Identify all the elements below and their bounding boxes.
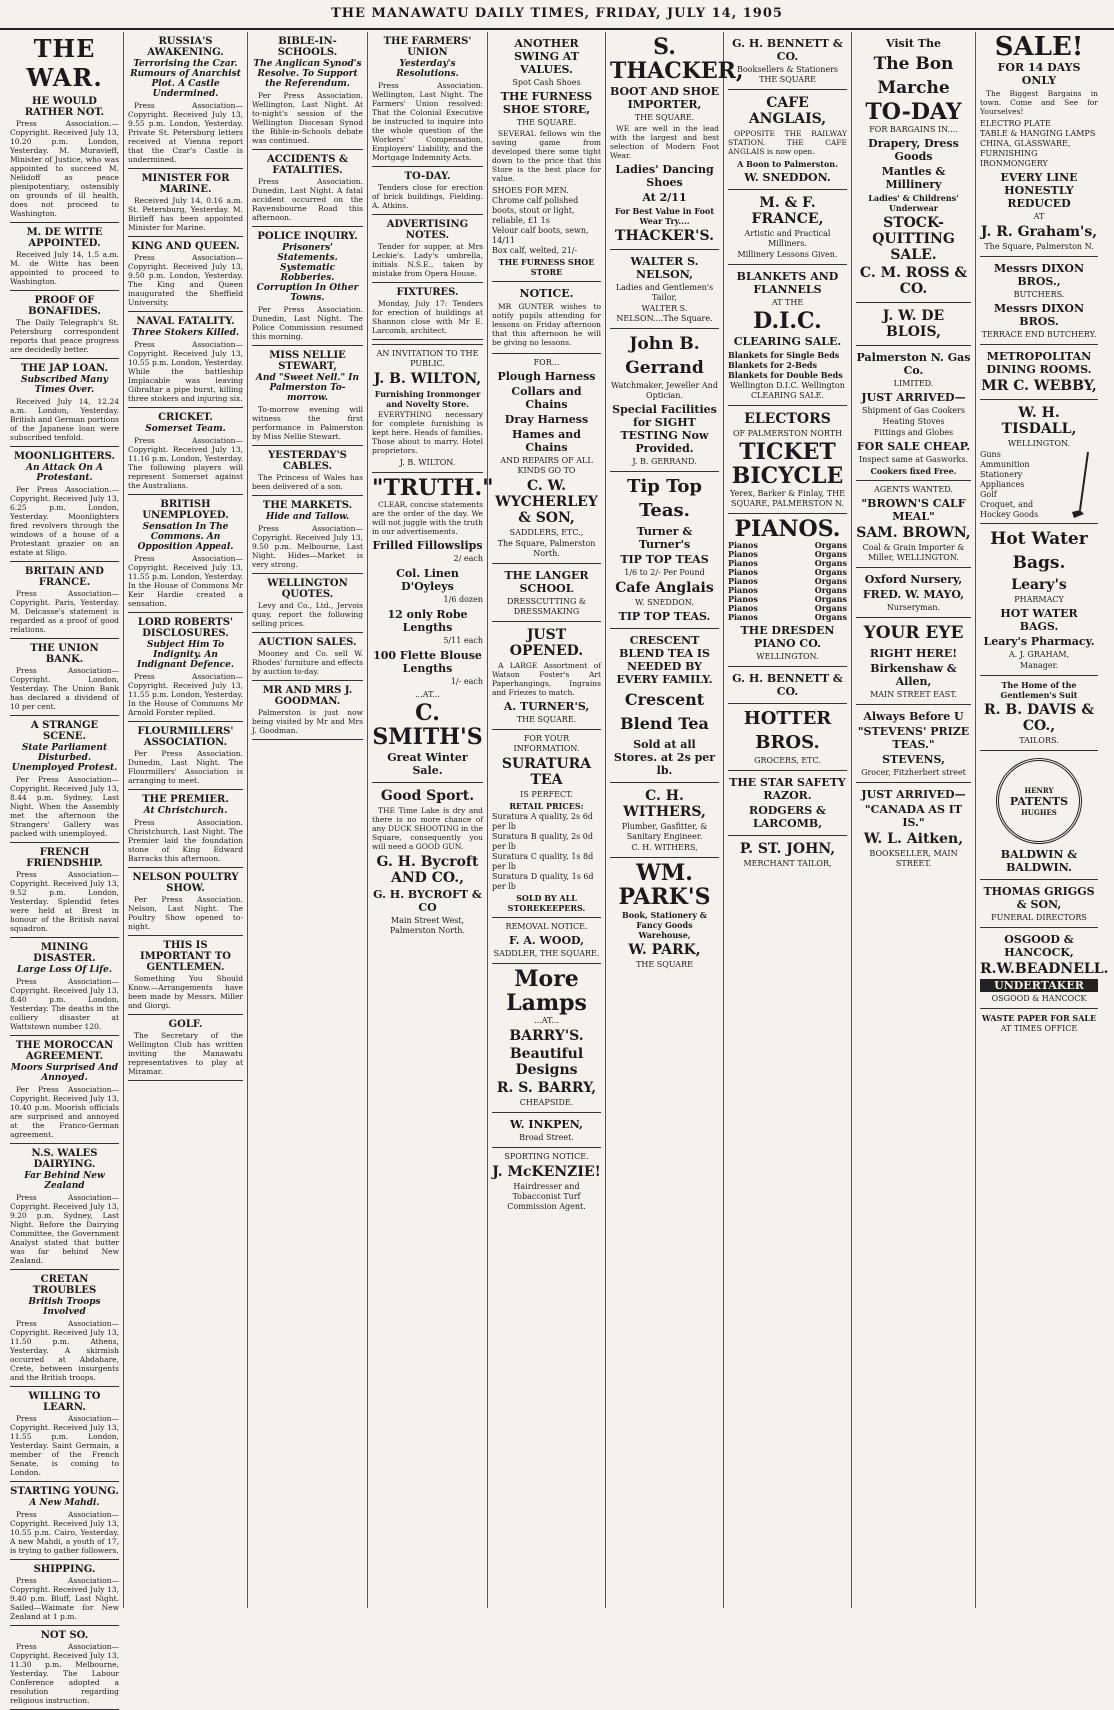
column-farmers [368, 32, 494, 1608]
razor-ad: THE STAR SAFETY RAZOR. RODGERS & LARCOMB, [728, 770, 847, 835]
divider [10, 1625, 119, 1626]
article [128, 617, 243, 722]
electors-ad: ELECTORS OF PALMERSTON NORTH TICKET BICYCLE Yerex, Barker & Finlay, THE SQUARE, PALMERSTON N. [728, 405, 847, 513]
article-heading: MINING DISASTER. [33, 942, 96, 964]
nelson-ad: WALTER S. NELSON, Ladies and Gentlemen's Tailor, WALTER S. NELSON....The Square. [610, 249, 719, 328]
piano-label: Pianos [728, 603, 758, 613]
article [372, 287, 483, 340]
sale-item [372, 608, 483, 646]
article [10, 1564, 119, 1626]
article [10, 643, 119, 716]
organ-label: Organs [814, 603, 847, 613]
article-body: Per Press Association.—Copyright. Received July 13, 6.25 p.m. London, Yesterday. Moonlighters fired revolvers through the windows of a house of a Protestant grazier on an estate at Sligo. [10, 485, 119, 557]
article-body: The Princess of Wales has been delivered of a son. [252, 473, 363, 491]
organ-label: Organs [814, 585, 847, 595]
gas-co-ad: Palmerston N. Gas Co. LIMITED. JUST ARRIVED— Shipment of Gas Cookers Heating Stoves Fittings and Globes FOR SALE CHEAP. Inspect same at Gasworks. Cookers fixed Free. [856, 345, 971, 480]
article-subheading: At Christchurch. [143, 806, 228, 816]
article-heading: BIBLE-IN-SCHOOLS. [277, 36, 338, 58]
divider [128, 1014, 243, 1015]
article-body: Press Association—Copyright. Received July 13, 8.40 p.m. London, Yesterday. The deaths in the colliery disaster at Wattstown number 120. [10, 977, 119, 1031]
article-body: Tender for supper, at Mrs Leckie's. Lady's umbrella, initials N.S.E., taken by mistake from Opera House. [372, 242, 483, 278]
sale-item [372, 539, 483, 564]
divider [252, 573, 363, 574]
article-body: Press Association—Copyright. Received July 13, 9.50 p.m. London, Yesterday. The King and Queen inaugurated the Sheffield University. [128, 253, 243, 307]
organ-label: Organs [814, 540, 847, 550]
columns [6, 32, 1109, 1705]
article-heading: BRITAIN AND FRANCE. [25, 566, 104, 588]
article-body: Received July 14, 12.24 a.m. London, Yesterday. British and German portions of the Japanese loan were subscribed tenfold. [10, 397, 119, 442]
article [10, 720, 119, 843]
divider [128, 494, 243, 495]
article-heading: ACCIDENTS & FATALITIES. [267, 154, 348, 176]
article-subheading: Three Stokers Killed. [131, 328, 240, 338]
article-body: Press Association—Copyright. London, Yesterday. The Union Bank has declared a dividend of 10 per cent. [10, 666, 119, 711]
inkpen-ad: W. INKPEN, Broad Street. [492, 1112, 601, 1147]
dixon-ad: Messrs DIXON BROS., BUTCHERS. Messrs DIXON BROS. TERRACE END BUTCHERY. [980, 256, 1098, 344]
pianos-ad: PIANOS. Pianos Organs Pianos Organs Pianos Organs Pianos Organs Pianos Organs Pianos Organs Pianos Organs Pianos Organs Pianos Organs THE DRESDEN PIANO CO. WELLINGTON. [728, 513, 847, 666]
article-body: Press Association—Copyright. Received July 13, 11.55 p.m. London, Yesterday. Saint Germain, a member of the French Senate, is coming to London. [10, 1414, 119, 1477]
bycroft-ad: Good Sport. THE Time Lake is dry and there is no more chance of any DUCK SHOOTING in the Square, consequently you will need a GOOD GUN. G. H. Bycroft AND CO., G. H. BYCROFT & CO Main Street West, Palmerston North. [372, 782, 483, 940]
column-ads-3 [724, 32, 852, 1608]
article-heading: STARTING YOUNG. [10, 1486, 119, 1497]
divider [128, 935, 243, 936]
article-heading: WELLINGTON QUOTES. [267, 578, 348, 600]
article [128, 1019, 243, 1081]
divider [10, 1035, 119, 1036]
beadnell-ad: OSGOOD & HANCOCK, R.W.BEADNELL. UNDERTAKER OSGOOD & HANCOCK [980, 927, 1098, 1008]
gunter-notice: NOTICE. MR GUNTER wishes to notify pupils attending for lessons on Friday afternoon that this afternoon he will be giving no lessons. [492, 281, 601, 353]
article [10, 1630, 119, 1710]
article-subheading: Subject Him To Indignity. An Indignant Defence. [137, 640, 234, 670]
article-subheading: British Troops Involved [28, 1297, 101, 1317]
deblois-ad: J. W. DE BLOIS, [856, 302, 971, 345]
article-heading: AUCTION SALES. [258, 637, 357, 648]
article-body: Monday, July 17: Tenders for erection of buildings at Shannon close with Mr E. Larcomb, architect. [372, 299, 483, 335]
article-subheading: Moors Surprised And Annoyed. [10, 1063, 119, 1083]
divider [128, 867, 243, 868]
leary-ad: Hot Water Bags. Leary's PHARMACY HOT WATER BAGS. Leary's Pharmacy. A. J. GRAHAM, Manager. [980, 523, 1098, 675]
bennett-ad: G. H. BENNETT & CO. Booksellers & Stationers THE SQUARE [732, 37, 843, 84]
blanket-list: Blankets for Single Beds Blankets for 2-Beds Blankets for Double Beds [728, 350, 843, 380]
divider [252, 445, 363, 446]
article [128, 499, 243, 613]
article-body: Press Association—Copyright. Received July 13, 11.30 p.m. Melbourne, Yesterday. The Labour Conference adopted a resolution regarding religious instruction. [10, 1642, 119, 1705]
article [10, 942, 119, 1036]
sale-item-name: 100 Flette Blouse Lengths [373, 649, 482, 675]
piano-label: Pianos [728, 549, 758, 559]
article-body: Palmerston is just now being visited by Mr and Mrs J. Goodman. [252, 708, 363, 735]
piano-label: Pianos [728, 594, 758, 604]
article-subheading: Yesterday's Resolutions. [396, 59, 459, 79]
wood-ad: REMOVAL NOTICE. F. A. WOOD, SADDLER, THE SQUARE. [492, 917, 601, 963]
divider [10, 1481, 119, 1482]
article [128, 726, 243, 790]
piano-label: Pianos [728, 585, 758, 595]
hotter-ad: HOTTER BROS. GROCERS, ETC. [728, 703, 847, 770]
article-heading: ADVERTISING NOTES. [386, 219, 469, 241]
divider [252, 739, 363, 740]
divider [10, 1143, 119, 1144]
divider [372, 339, 483, 340]
wycherley-ad: FOR... Plough Harness Collars and Chains Dray Harness Hames and Chains AND REPAIRS OF ALL KINDS GO TO C. W. WYCHERLEY & SON, SADDLERS, ETC., The Square, Palmerston North. [492, 353, 601, 563]
article [10, 1274, 119, 1387]
war-headline: THE WAR. [26, 34, 103, 92]
divider [128, 721, 243, 722]
france-ad: M. & F. FRANCE, Artistic and Practical Milliners. Millinery Lessons Given. [728, 189, 847, 264]
piano-label: Pianos [728, 540, 758, 550]
sale-item-price: 1/- each [450, 677, 483, 686]
article-subheading: Hide and Tallow. [265, 512, 350, 522]
suratura-ad: FOR YOUR INFORMATION. SURATURA TEA IS PERFECT. RETAIL PRICES: Suratura A quality, 2s 6d per lb Suratura B quality, 2s 0d per lb Suratura C quality, 1s 8d per lb Suratura D quality, 1s 6d per lb SOLD BY ALL STOREKEEPERS. [492, 729, 601, 917]
article-body: Mooney and Co. sell W. Rhodes' furniture and effects by auction to-day. [252, 649, 363, 676]
article-body: Received July 14, 1.5 a.m. M. de Witte has been appointed to proceed to Washington. [10, 250, 119, 286]
article [10, 566, 119, 639]
article [128, 794, 243, 868]
divider [252, 149, 363, 150]
article-heading: MISS NELLIE STEWART, [269, 350, 346, 372]
divider [10, 290, 119, 291]
article-body: Press Association. Wellington, Last Night. The Farmers' Union resolved: That the Colonial Executive be instructed to inquire into the whole question of the Workers' Compensation, Employers' Liability, and the Mortgage Indemnity Acts. [372, 81, 483, 162]
article-body: Per Press Association. Wellington, Last Night. At to-night's session of the Wellington Diocesan Synod the Bible-in-Schools debate was continued. [252, 91, 363, 145]
column-ads-1 [488, 32, 606, 1608]
article-body: Press Association—Copyright. Received July 13, 11.50 p.m. Athens, Yesterday. A skirmish occurred at Abdahare, Crete, between insurgents and the British troops. [10, 1319, 119, 1382]
divider [128, 1080, 243, 1081]
article-heading: WILLING TO LEARN. [28, 1391, 101, 1413]
article-body: Press Association—Copyright. Received July 13, 9.52 p.m. London, Yesterday. Splendid fetes were held at Brest in honour of the British naval squadron. [10, 870, 119, 933]
article-body: Press Association—Copyright. Received July 13, 10.55 p.m. Cairo, Yesterday. A new Mahdi, a youth of 17, is trying to gather followers. [10, 1510, 119, 1555]
griggs-ad: THOMAS GRIGGS & SON, FUNERAL DIRECTORS [980, 879, 1098, 927]
article-body: Press Association—Copyright. Received July 13, 10.55 p.m. London, Yesterday. While the battleship Implacable was leaving Gibraltar a pipe burst, killing three stokers and injuring six. [128, 340, 243, 403]
article-heading: KING AND QUEEN. [131, 241, 240, 252]
divider [10, 715, 119, 716]
divider [10, 222, 119, 223]
divider [10, 842, 119, 843]
tisdall-ad: W. H. TISDALL, WELLINGTON. Guns Ammunition Stationery Appliances Golf Croquet, and Hockey Goods [980, 399, 1098, 523]
sale-item [372, 567, 483, 605]
davis-ad: The Home of the Gentlemen's Suit R. B. DAVIS & CO., TAILORS. [980, 675, 1098, 750]
article-heading: THE JAP LOAN. [21, 363, 108, 374]
golf-club-icon [1068, 450, 1098, 520]
article-body: Press Association—Copyright. Received July 13, 11.16 p.m. London, Yesterday. The following players will represent Somerset against the Australians. [128, 436, 243, 490]
article [128, 412, 243, 495]
article-heading: POLICE INQUIRY. [257, 231, 358, 242]
waste-paper-ad: WASTE PAPER FOR SALE AT TIMES OFFICE [980, 1008, 1098, 1038]
article [128, 872, 243, 936]
article-body: Per Press Association. Dunedin, Last Night. The Flourmillers' Association is arranging to meet. [128, 749, 243, 785]
masthead: THE MANAWATU DAILY TIMES, FRIDAY, JULY 14, 1905 [0, 6, 1114, 30]
article-body: Per Press Association. Dunedin, Last Night. The Police Commission resumed this morning. [252, 305, 363, 341]
divider [10, 937, 119, 938]
article-heading: THE PREMIER. [142, 794, 229, 805]
article-heading: NELSON POULTRY SHOW. [132, 872, 239, 894]
dic-ad: BLANKETS AND FLANNELS AT THE D.I.C. CLEARING SALE. Blankets for Single Beds Blankets for 2-Beds Blankets for Double Beds Wellington D.I.C. Wellington CLEARING SALE. [728, 264, 847, 405]
stevens-ad: Always Before U "STEVENS' PRIZE TEAS." STEVENS, Grocer, Fitzherbert street [856, 704, 971, 782]
divider [252, 495, 363, 496]
piano-label: Pianos [728, 567, 758, 577]
gerrand-ad: John B. Gerrand Watchmaker, Jeweller And Optician. Special Facilities for SIGHT TESTING Now Provided. J. B. GERRAND. [610, 328, 719, 471]
article [252, 685, 363, 740]
shoe-list: SHOES FOR MEN. Chrome calf polished boots, stout or light, reliable, £1 1s Velour calf boots, sewn, 14/11 Box calf, welted, 21/- [492, 186, 589, 255]
organ-label: Organs [814, 558, 847, 568]
barry-ad: More Lamps ...AT... BARRY'S. Beautiful Designs R. S. BARRY, CHEAPSIDE. [492, 963, 601, 1112]
piano-label: Pianos [728, 576, 758, 586]
article-subheading: Far Behind New Zealand [24, 1171, 105, 1191]
article [10, 847, 119, 938]
divider [252, 226, 363, 227]
article [128, 173, 243, 237]
article-heading: CRICKET. [158, 412, 213, 423]
divider [10, 561, 119, 562]
article-body: Tenders close for erection of brick buildings, Fielding. A. Atkins. [372, 183, 483, 210]
article [128, 940, 243, 1015]
webby-ad: METROPOLITAN DINING ROOMS. MR C. WEBBY, [980, 344, 1098, 399]
sale-items [372, 539, 483, 687]
article-heading: MOONLIGHTERS. [13, 451, 116, 462]
article-subheading: Somerset Team. [145, 424, 226, 434]
piano-label: Pianos [728, 558, 758, 568]
article-subheading: Terrorising the Czar. Rumours of Anarchist Plot. A Castle Undermined. [130, 59, 241, 99]
graham-sale-ad: SALE! FOR 14 DAYS ONLY The Biggest Bargains in town. Come and See for Yourselves! ELECTRO PLATE TABLE & HANGING LAMPS CHINA, GLASSWARE, FURNISHING IRONMONGERY EVERY LINE HONESTLY REDUCED AT J. R. Graham's, The Square, Palmerston N. [980, 32, 1098, 251]
sale-item-price: 5/11 each [443, 636, 483, 645]
article-heading: NAVAL FATALITY. [136, 316, 235, 327]
article-heading: THE UNION BANK. [30, 643, 99, 665]
article-heading: NOT SO. [40, 1630, 89, 1641]
column-cables [124, 32, 248, 1608]
article-body: Press Association—Copyright. Received July 13, 9.55 p.m. London, Yesterday. Private St. Petersburg letters received at Vienna report that the Czar's Castle is undermined. [128, 101, 243, 164]
article [10, 295, 119, 359]
article-body: Press Association.—Copyright. Received July 13, 10.20 p.m. London, Yesterday. M. Muravieff, Minister of Justice, who was appointed to succeed M. Nelidoff as peace plenipotentiary, ostensibly on grounds of ill health, does not proceed to Washington. [10, 119, 119, 218]
article-body: Something You Should Know.—Arrangements have been made by Messrs. Miller and Giorgi. [128, 974, 243, 1010]
article-subheading: State Parliament Disturbed. Unemployed Protest. [11, 743, 118, 773]
bennett2-ad: G. H. BENNETT & CO. [728, 666, 847, 703]
sale-item [372, 649, 483, 687]
article-heading: THE FARMERS' UNION [383, 36, 472, 58]
divider [128, 311, 243, 312]
article [128, 36, 243, 169]
piano-row [728, 613, 847, 622]
divider [128, 236, 243, 237]
article [252, 500, 363, 574]
sale-list: ELECTRO PLATE TABLE & HANGING LAMPS CHINA, GLASSWARE, FURNISHING IRONMONGERY [980, 119, 1096, 168]
divider [10, 446, 119, 447]
organ-label: Organs [814, 612, 847, 622]
article-body: Levy and Co., Ltd., Jervois quay, report the following selling prices. [252, 601, 363, 628]
article [10, 1040, 119, 1144]
article-heading: GOLF. [168, 1019, 203, 1030]
article [252, 231, 363, 346]
article-heading: M. DE WITTE APPOINTED. [26, 227, 103, 249]
article-heading: BRITISH UNEMPLOYED. [142, 499, 229, 521]
organ-label: Organs [814, 594, 847, 604]
article [10, 1391, 119, 1482]
article-heading: SHIPPING. [33, 1564, 96, 1575]
article-subheading: The Anglican Synod's Resolve. To Support the Referendum. [253, 59, 362, 89]
article [372, 219, 483, 283]
article [252, 154, 363, 227]
article-heading: N.S. WALES DAIRYING. [31, 1148, 98, 1170]
organ-label: Organs [814, 567, 847, 577]
article-heading: A STRANGE SCENE. [30, 720, 99, 742]
stjohn-ad: P. ST. JOHN, MERCHANT TAILOR, [728, 835, 847, 873]
langer-ad: THE LANGER SCHOOL DRESSCUTTING & DRESSMAKING [492, 563, 601, 621]
mckenzie-ad: SPORTING NOTICE. J. McKENZIE! Hairdresser and Tobacconist Turf Commission Agent. [492, 1147, 601, 1216]
withers-ad: C. H. WITHERS, Plumber, Gasfitter, & Sanitary Engineer. C. H. WITHERS, [610, 782, 719, 857]
sale-item-price: 1/6 dozen [443, 595, 483, 604]
article-body: Press Association—Copyright. Received July 13, 9.50 p.m. Melbourne, Last Night. Hides—Market is very strong. [252, 524, 363, 569]
article-body: The Secretary of the Wellington Club has written inviting the Manawatu representatives to play at Miramar. [128, 1031, 243, 1076]
article [128, 316, 243, 408]
article-subheading: An Attack On A Protestant. [26, 463, 103, 483]
article-body: Per Press Association—Copyright. Received July 13, 10.40 p.m. Moorish officials are surprised and annoyed at the Franco-German agreement. [10, 1085, 119, 1139]
calf-meal-ad: AGENTS WANTED. "BROWN'S CALF MEAL" SAM. BROWN, Coal & Grain Importer & Miller, WELLINGTON. [856, 480, 971, 567]
article-heading: PROOF OF BONAFIDES. [28, 295, 101, 317]
article-body: Press Association—Copyright. Received July 13, 9.20 p.m. Sydney, Last Night. Before the Dairying Committee, the Government Analyst stated that butter was far behind New Zealand. [10, 1193, 119, 1265]
article-heading: MR AND MRS J. GOODMAN. [262, 685, 353, 707]
article-heading: THE MOROCCAN AGREEMENT. [15, 1040, 114, 1062]
truth-ad: "TRUTH." CLEAR, concise statements are the order of the day. We will not juggle with the truth in our advertisements. Frilled Fillowslips 2/ each Col. Linen D'Oyleys 1/6 dozen 12 only Robe Lengths 5/11 each 100 Flette Blouse Lengths 1/- each ...AT... C. SMITH'S Great Winter Sale. [372, 472, 483, 782]
column-ads-5 [976, 32, 1109, 1608]
article-body: Received July 14, 0.16 a.m. St. Petersburg, Yesterday. M. Birileff has been appointed Minister for Marine. [128, 196, 243, 232]
article-heading: MINISTER FOR MARINE. [141, 173, 230, 195]
thacker-ad: S. THACKER, BOOT AND SHOE IMPORTER, THE SQUARE. WE are well in the lead with the largest and best selection of Modern Foot Wear. Ladies' Dancing Shoes At 2/11 For Best Value in Foot Wear Try.... THACKER'S. [610, 34, 744, 244]
article-subheading: And "Sweet Nell." In Palmerston To-morrow. [255, 373, 360, 403]
article [252, 450, 363, 496]
pianos-grid [728, 541, 847, 622]
farmers-sections [372, 36, 483, 340]
article-heading: LORD ROBERTS' DISCLOSURES. [137, 617, 234, 639]
divider [372, 214, 483, 215]
article-heading: FRENCH FRIENDSHIP. [26, 847, 103, 869]
divider [10, 638, 119, 639]
divider [10, 358, 119, 359]
article [252, 36, 363, 150]
column-ads-4 [852, 32, 976, 1608]
divider [128, 612, 243, 613]
bon-marche-ad: Visit The The Bon Marche TO-DAY FOR BARGAINS IN.... Drapery, Dress Goods Mantles & Millinery Ladies' & Childrens' Underwear STOCK-QUITTING SALE. C. M. ROSS & CO. [859, 37, 968, 297]
divider [128, 407, 243, 408]
sale-item-name: 12 only Robe Lengths [387, 608, 468, 634]
divider [252, 632, 363, 633]
article-heading: THE MARKETS. [262, 500, 353, 511]
article-heading: FLOURMILLERS' ASSOCIATION. [137, 726, 234, 748]
article-body: Per Press Association. Nelson, Last Night. The Poultry Show opened to-night. [128, 895, 243, 931]
article-heading: THIS IS IMPORTANT TO GENTLEMEN. [140, 940, 231, 973]
turner-ad: JUST OPENED. A LARGE Assortment of Watson Foster's Art Paperhangings, Ingrains and Friezes to match. A. TURNER'S, THE SQUARE. [492, 621, 601, 729]
patents-ad: HENRY PATENTS HUGHES BALDWIN & BALDWIN. [980, 750, 1098, 879]
divider [10, 1559, 119, 1560]
war-sections [10, 96, 119, 1710]
article [128, 241, 243, 312]
article-heading: YESTERDAY'S CABLES. [268, 450, 347, 472]
crescent-ad: CRESCENT BLEND TEA IS NEEDED BY EVERY FAMILY. Crescent Blend Tea Sold at all Stores. at 2s per lb. [610, 628, 719, 782]
article [252, 578, 363, 633]
column-news [248, 32, 368, 1608]
suratura-prices: Suratura A quality, 2s 6d per lb Suratura B quality, 2s 0d per lb Suratura C quality, 1s 8d per lb Suratura D quality, 1s 6d per lb [492, 812, 594, 891]
article-subheading: Subscribed Many Times Over. [20, 375, 109, 395]
divider [372, 282, 483, 283]
article-body: To-morrow evening will witness the first performance in Palmerston by Miss Nellie Stewart. [252, 405, 363, 441]
cable-sections [128, 36, 243, 1081]
article-heading: CRETAN TROUBLES [32, 1274, 97, 1296]
article-body: The Daily Telegraph's St. Petersburg correspondent reports that peace progress are decidedly better. [10, 318, 119, 354]
article [10, 363, 119, 447]
piano-label: Pianos [728, 612, 758, 622]
divider [252, 680, 363, 681]
article-subheading: Prisoners' Statements. Systematic Robberies. Corruption In Other Towns. [256, 243, 359, 303]
patents-seal: HENRY PATENTS HUGHES [996, 758, 1082, 844]
organ-label: Organs [814, 576, 847, 586]
divider [128, 168, 243, 169]
article-heading: HE WOULD RATHER NOT. [24, 96, 105, 118]
article-subheading: Large Loss Of Life. [17, 965, 112, 975]
divider [10, 1386, 119, 1387]
article [372, 36, 483, 167]
birkenshaw-ad: YOUR EYE RIGHT HERE! Birkenshaw & Allen, MAIN STREET EAST. [856, 617, 971, 704]
organ-label: Organs [814, 549, 847, 559]
wilton-ad: AN INVITATION TO THE PUBLIC. J. B. WILTON, Furnishing Ironmonger and Novelty Store. EVERYTHING necessary for complete furnishing is kept here. Heads of families. Those about to marry. Hotel proprietors. J. B. WILTON. [372, 344, 483, 472]
article-heading: RUSSIA'S AWAKENING. [147, 36, 224, 58]
article [10, 1486, 119, 1560]
article [10, 96, 119, 223]
article [10, 451, 119, 562]
article [372, 171, 483, 215]
divider [252, 345, 363, 346]
article-heading: TO-DAY. [404, 171, 451, 182]
article [252, 637, 363, 681]
column-war [6, 32, 124, 1705]
park-ad: WM. PARK'S Book, Stationery & Fancy Goods Warehouse, W. PARK, THE SQUARE [610, 857, 719, 974]
article-body: Press Association—Copyright. Received July 13, 11.55 p.m. London, Yesterday. In the House of Commons Mr Keir Hardie created a sensation. [128, 554, 243, 608]
article-subheading: Sensation In The Commons. An Opposition Appeal. [137, 522, 234, 552]
tiptop-ad: Tip Top Teas. Turner & Turner's TIP TOP TEAS 1/6 to 2/- Per Pound Cafe Anglais W. SNEDDON. TIP TOP TEAS. [610, 471, 719, 628]
guns-list: Guns Ammunition Stationery Appliances Golf Croquet, and Hockey Goods [980, 450, 1039, 519]
article [10, 227, 119, 291]
article-body: Per Press Association—Copyright. Received July 13, 8.44 p.m. Sydney, Last Night. When the Assembly met the afternoon the Strangers' Gallery was packed with unemployed. [10, 775, 119, 838]
divider [10, 1269, 119, 1270]
news-sections [252, 36, 363, 740]
article-heading: FIXTURES. [396, 287, 459, 298]
aitken-ad: JUST ARRIVED— "CANADA AS IT IS." W. L. Aitken, BOOKSELLER, MAIN STREET. [856, 782, 971, 873]
sale-item-name: Col. Linen D'Oyleys [396, 567, 459, 593]
article-body: Press Association—Copyright. Received July 13, 11.55 p.m. London, Yesterday. In the House of Commons Mr Arnold Forster replied. [128, 672, 243, 717]
article-subheading: A New Mahdi. [29, 1498, 100, 1508]
article [252, 350, 363, 446]
nursery-ad: Oxford Nursery, FRED. W. MAYO, Nurseryman. [856, 567, 971, 617]
article-body: Press Association. Christchurch, Last Night. The Premier laid the foundation stone of King Edward Barracks this afternoon. [128, 818, 243, 863]
divider [128, 789, 243, 790]
article [10, 1148, 119, 1270]
furness-ad: ANOTHER SWING AT VALUES. Spot Cash Shoes THE FURNESS SHOE STORE, THE SQUARE. SEVERAL fellows win the saving game from developed there some tight down to the price that this Store is the best place for value. SHOES FOR MEN. Chrome calf polished boots, stout or light, reliable, £1 1s Velour calf boots, sewn, 14/11 Box calf, welted, 21/- THE FURNESS SHOE STORE [492, 37, 601, 277]
divider [372, 166, 483, 167]
article-body: Press Association. Dunedin, Last Night. A fatal accident occurred on the Ravensbourne Road this afternoon. [252, 177, 363, 222]
sale-item-price: 2/ each [453, 554, 483, 563]
article-body: Press Association—Copyright. Received July 13, 9.40 p.m. Bluff, Last Night. Sailed—Waimate for New Zealand at 1 p.m. [10, 1576, 119, 1621]
cafe-anglais-ad: CAFE ANGLAIS, OPPOSITE THE RAILWAY STATION. THE CAFE ANGLAIS is now open. A Boon to Palmerston. W. SNEDDON. [728, 89, 847, 189]
article-body: Press Association—Copyright. Paris, Yesterday. M. Delcasse's statement is regarded as a proof of good relations. [10, 589, 119, 634]
sale-item-name: Frilled Fillowslips [372, 539, 483, 552]
